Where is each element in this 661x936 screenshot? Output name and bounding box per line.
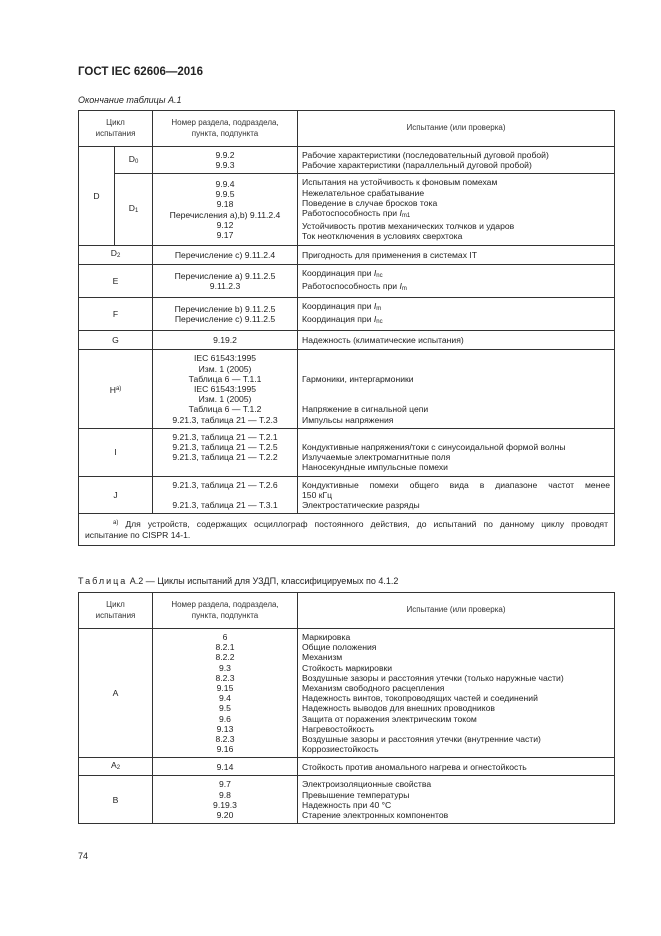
table-header-row [79, 593, 615, 629]
section-cell: 6 8.2.1 8.2.2 9.3 8.2.3 9.15 9.4 9.5 9.6 9.13 8.2.3 9.16 [153, 629, 298, 758]
cycle-i: I [79, 428, 153, 476]
cycle-d: D [79, 147, 115, 246]
table-footnote-row [79, 514, 615, 546]
table-row-d0 [79, 147, 615, 174]
test-cell: Стойкость против аномального нагрева и огнестойкость [298, 758, 615, 776]
cycle-h: $H^{а)}$ [79, 350, 153, 428]
cycle-a2: A2 [79, 758, 153, 776]
cycle-a: A [79, 629, 153, 758]
table-row-g [79, 331, 615, 350]
table-row-e [79, 264, 615, 297]
section-cell: IEC 61543:1995 Изм. 1 (2005) Таблица 6 — Т.1.1 IEC 61543:1995 Изм. 1 (2005) Таблица 6 — Т.1.2 9.21.3, таблица 21 — Т.2.3 [153, 350, 298, 428]
test-cell: Надежность (климатические испытания) [298, 331, 615, 350]
cycle-d0: D0 [115, 147, 153, 174]
page-number: 74 [78, 851, 89, 861]
section-cell: 9.21.3, таблица 21 — Т.2.1 9.21.3, таблица 21 — Т.2.5 9.21.3, таблица 21 — Т.2.2 [153, 428, 298, 476]
table-row-b [79, 776, 615, 824]
table-a1 [78, 110, 615, 546]
table2-caption: Таблица А.2 — Циклы испытаний для УЗДП, классифицируемых по 4.1.2 [78, 576, 399, 586]
test-cell: Рабочие характеристики (последовательный дуговой пробой) Рабочие характеристики (параллельный дуговой пробой) [298, 147, 615, 174]
table1-caption: Окончание таблицы А.1 [78, 95, 182, 105]
cycle-d1: D1 [115, 174, 153, 245]
table-row-a [79, 629, 615, 758]
table-footnote: $^{а)}$ Для устройств, содержащих осциллограф постоянного действия, до испытаний по данному циклу проводят испытание по CISPR 14-1. [79, 514, 615, 546]
table-row-a2 [79, 758, 615, 776]
section-cell: 9.19.2 [153, 331, 298, 350]
cycle-e: E [79, 264, 153, 297]
test-cell: Испытания на устойчивость к фоновым помехам Нежелательное срабатывание Поведение в случае бросков тока Работоспособность при Im1 Устойчивость против механических толчков и ударов Ток неотключения в условиях сверхтока [298, 174, 615, 245]
table-header-row [79, 111, 615, 147]
test-cell: Координация при Im Координация при Inc [298, 298, 615, 331]
cycle-f: F [79, 298, 153, 331]
table-row-i [79, 428, 615, 476]
col-cycle-header: Цикл испытания [79, 593, 153, 629]
test-cell: Пригодность для применения в системах IT [298, 245, 615, 264]
test-cell: Электроизоляционные свойства Превышение температуры Надежность при 40 °С Старение электронных компонентов [298, 776, 615, 824]
section-cell: 9.7 9.8 9.19.3 9.20 [153, 776, 298, 824]
test-cell: Маркировка Общие положения Механизм Стойкость маркировки Воздушные зазоры и расстояния утечки (только наружные части) Механизм свободного расцепления Надежность винтов, токопроводящих частей и соединений Надежность выводов для внешних проводников Защита от поражения электрическим током Нагревостойкость Воздушные зазоры и расстояния утечки (внутренние части) Коррозиестойкость [298, 629, 615, 758]
section-cell: Перечисление а) 9.11.2.5 9.11.2.3 [153, 264, 298, 297]
col-cycle-header: Цикл испытания [79, 111, 153, 147]
table-row-d2 [79, 245, 615, 264]
table-row-d1 [79, 174, 615, 245]
section-cell: 9.9.2 9.9.3 [153, 147, 298, 174]
test-cell: Кондуктивные напряжения/токи с синусоидальной формой волны Излучаемые электромагнитные поля Наносекундные импульсные помехи [298, 428, 615, 476]
section-cell: Перечисление с) 9.11.2.4 [153, 245, 298, 264]
table-row-j [79, 476, 615, 514]
document-header: ГОСТ IEC 62606—2016 [78, 66, 203, 78]
cycle-b: B [79, 776, 153, 824]
test-cell: Гармоники, интергармоники Напряжение в сигнальной цепи Импульсы напряжения [298, 350, 615, 428]
col-test-header: Испытание (или проверка) [298, 593, 615, 629]
col-section-header: Номер раздела, подраздела, пункта, подпункта [153, 593, 298, 629]
cycle-j: J [79, 476, 153, 514]
test-cell: Координация при Inc Работоспособность при Im [298, 264, 615, 297]
table-a2 [78, 592, 615, 824]
col-test-header: Испытание (или проверка) [298, 111, 615, 147]
table-row-h [79, 350, 615, 428]
section-cell: Перечисление b) 9.11.2.5 Перечисление с) 9.11.2.5 [153, 298, 298, 331]
cycle-g: G [79, 331, 153, 350]
section-cell: 9.14 [153, 758, 298, 776]
cycle-d2: D2 [79, 245, 153, 264]
section-cell: 9.21.3, таблица 21 — Т.2.6 9.21.3, таблица 21 — Т.3.1 [153, 476, 298, 514]
table-row-f [79, 298, 615, 331]
col-section-header: Номер раздела, подраздела, пункта, подпункта [153, 111, 298, 147]
test-cell: Кондуктивные помехи общего вида в диапазоне частот менее 150 кГц Электростатические разряды [298, 476, 615, 514]
section-cell: 9.9.4 9.9.5 9.18 Перечисления а),b) 9.11.2.4 9.12 9.17 [153, 174, 298, 245]
